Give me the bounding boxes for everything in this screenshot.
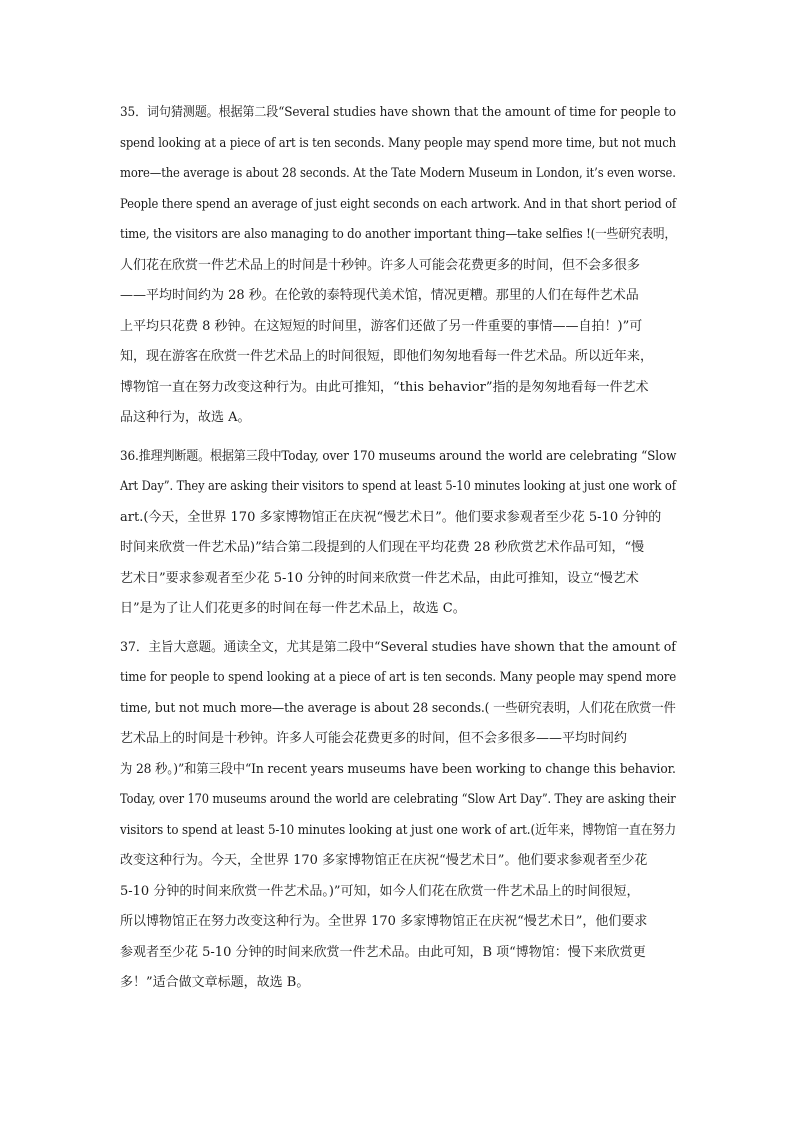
text-line: ——平均时间约为 28 秒。在伦敦的泰特现代美术馆，情况更糟。那里的人们在每件艺术品 [120,288,639,303]
text-line: 所以博物馆正在努力改变这种行为。全世界 170 多家博物馆正在庆祝“慢艺术日”，他们要求 [120,914,648,929]
explanation-q37 [120,633,676,999]
text-line: 改变这种行为。今天，全世界 170 多家博物馆正在庆祝“慢艺术日”。他们要求参观者至少花 [120,853,648,868]
text-line: 36.推理判断题。根据第三段中Today, over 170 museums around the world are celebrating “Slow [120,448,677,464]
text-line: 参观者至少花 5-10 分钟的时间来欣赏一件艺术品。由此可知，B 项“博物馆：慢下来欣赏更 [120,944,646,960]
text-line: art.(今天，全世界 170 多家博物馆正在庆祝“慢艺术日”。他们要求参观者至少花 5-10 分钟的 [120,509,662,525]
explanation-q36 [120,442,676,625]
text-line: People there spend an average of just eight seconds on each artwork. And in that short period of [120,196,677,212]
text-line: 人们花在欣赏一件艺术品上的时间是十秒钟。许多人可能会花费更多的时间，但不会多很多 [120,257,641,273]
text-line: 35．词句猜测题。根据第二段“Several studies have shown that the amount of time for people to [120,105,676,120]
explanation-q35 [120,98,676,434]
text-line: 为 28 秒。)”和第三段中“In recent years museums have been working to change this behavior. [120,761,676,777]
text-line: more—the average is about 28 seconds. At the Tate Modern Museum in London, it’s even worse. [120,166,676,181]
text-line: time for people to spend looking at a piece of art is ten seconds. Many people may spend more [120,670,677,685]
text-line: 博物馆一直在努力改变这种行为。由此可推知，“this behavior”指的是匆匆地看每一件艺术 [120,379,649,395]
answer-explanations [120,98,676,1007]
text-line: 多！”适合做文章标题，故选 B。 [120,975,310,990]
text-line: 艺术日”要求参观者至少花 5-10 分钟的时间来欣赏一件艺术品，由此可推知，设立“慢艺术 [120,570,639,586]
text-line: visitors to spend at least 5-10 minutes looking at just one work of art.(近年来，博物馆一直在努力 [120,822,676,838]
text-line: 37．主旨大意题。通读全文，尤其是第二段中“Several studies have shown that the amount of [120,639,676,655]
text-line: 5-10 分钟的时间来欣赏一件艺术品。)”可知，如今人们花在欣赏一件艺术品上的时间很短， [120,883,640,899]
text-line: 上平均只花费 8 秒钟。在这短短的时间里，游客们还做了另一件重要的事情——自拍！)”可 [120,318,643,334]
text-line: time, the visitors are also managing to do another important thing—take selfies !(一些研究表明， [120,227,677,242]
text-line: 时间来欣赏一件艺术品)”结合第二段提到的人们现在平均花费 28 秒欣赏艺术作品可知，“慢 [120,540,645,555]
text-line: Today, over 170 museums around the world are celebrating “Slow Art Day”. They are asking their [120,792,676,807]
text-line: Art Day”. They are asking their visitors to spend at least 5-10 minutes looking at just one work of [120,479,676,494]
text-line: 艺术品上的时间是十秒钟。许多人可能会花费更多的时间，但不会多很多——平均时间约 [120,731,628,746]
text-line: spend looking at a piece of art is ten seconds. Many people may spend more time, but not much [120,135,677,151]
text-line: time, but not much more—the average is about 28 seconds.( 一些研究表明，人们花在欣赏一件 [120,700,676,716]
text-line: 品这种行为，故选 A。 [120,410,251,425]
text-line: 知，现在游客在欣赏一件艺术品上的时间很短，即他们匆匆地看每一件艺术品。所以近年来， [120,349,654,364]
text-line: 日”是为了让人们花更多的时间在每一件艺术品上，故选 C。 [120,601,466,616]
